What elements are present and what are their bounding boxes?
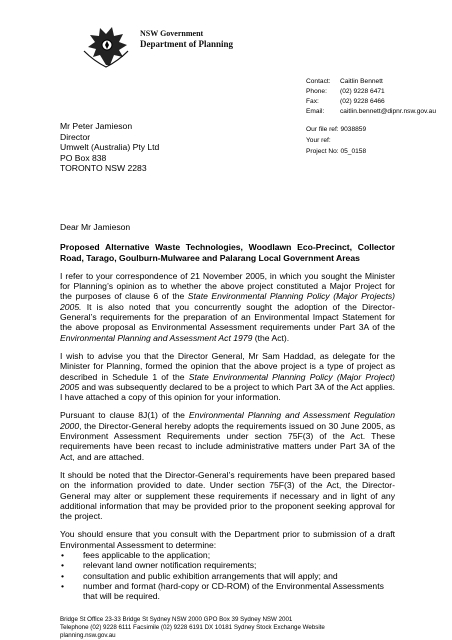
footer-address: Bridge St Office 23-33 Bridge St Sydney NSW 2000 GPO Box 39 Sydney NSW 2001 Telephone (02) 9228 6111 Facsimile (02) 9228 6191 DX 10181 Sydney Stock Exchange Website planning.nsw.gov.au	[60, 616, 325, 639]
email-row: Email: caitlin.bennett@dipnr.nsw.gov.au	[306, 108, 437, 115]
paragraph-opinion: I wish to advise you that the Director General, Mr Sam Haddad, as delegate for the Minister for Planning, formed the opinion that the above project is a type of project as described in Schedule 1 of the State Environmental Planning Policy (Major Project) 2005 and was subsequently declared to be a project to which Part 3A of the Act applies. I have attached a copy of this opinion for your information.	[60, 350, 395, 403]
list-item: • consultation and public exhibition arrangements that will apply; and	[60, 571, 395, 581]
our-file-ref: Our file ref: 9038859	[306, 126, 367, 133]
reference-block	[306, 125, 366, 157]
paragraph-pursuant: Pursuant to clause 8J(1) of the Environmental Planning and Assessment Regulation 2000, the Director-General hereby adopts the requirements issued on 30 June 2005, as Environment Assessment Requirements under section 75F(3) of the Act. These requirements have been recast to include administrative matters under Part 3A of the Act, and are attached.	[60, 410, 395, 462]
recipient-company: Umwelt (Australia) Pty Ltd	[60, 142, 160, 153]
recipient-po-box: PO Box 838	[60, 152, 107, 163]
paragraph-consultation: You should ensure that you consult with the Department prior to submission of a draft Environmental Assessment to determine:	[60, 529, 395, 550]
recipient-title: Director	[60, 131, 91, 142]
paragraph-correspondence: I refer to your correspondence of 21 November 2005, in which you sought the Minister for Planning’s opinion as to whether the above project constituted a Major Project for the purposes of clause 6 of the State Environmental Planning Policy (Major Projects) 2005. It is also noted that you concurrently sought the adoption of the Director-General’s requirements for the preparation of an Environmental Impact Statement for the above proposal as Environmental Assessment requirements under Part 3A of the Environmental Planning and Assessment Act 1979 (the Act).	[60, 270, 395, 343]
list-item: • fees applicable to the application;	[60, 550, 395, 560]
department-logo-text: NSW Government Department of Planning	[140, 29, 233, 49]
recipient-name: Mr Peter Jamieson	[60, 121, 133, 131]
recipient-address	[60, 121, 159, 174]
letter-body	[60, 222, 395, 602]
contact-row: Contact: Caitlin Bennett	[306, 78, 383, 85]
determination-list	[60, 550, 395, 601]
recipient-city: TORONTO NSW 2283	[60, 163, 147, 174]
your-ref: Your ref:	[306, 136, 331, 144]
fax-row: Fax: (02) 9228 6466	[306, 98, 385, 105]
list-item: • relevant land owner notification requirements;	[60, 560, 395, 570]
salutation: Dear Mr Jamieson	[60, 222, 131, 232]
list-item: • number and format (hard-copy or CD-ROM) of the Environmental Assessments that will be required.	[60, 581, 395, 602]
project-number: Project No: 05_0158	[306, 147, 367, 155]
subject-line: Proposed Alternative Waste Technologies, Woodlawn Eco-Precinct, Collector Road, Tarago, Goulburn-Mulwaree and Palarang Local Government Areas	[60, 242, 395, 263]
paragraph-requirements-note: It should be noted that the Director-General’s requirements have been prepared based on the information provided to date. Under section 75F(3) of the Act, the Director-General may alter or supplement these requirements if necessary and in light of any additional information that may be provided prior to the proponent seeking approval for the project.	[60, 469, 395, 522]
contact-block	[306, 77, 436, 117]
phone-row: Phone: (02) 9228 6471	[306, 88, 385, 95]
